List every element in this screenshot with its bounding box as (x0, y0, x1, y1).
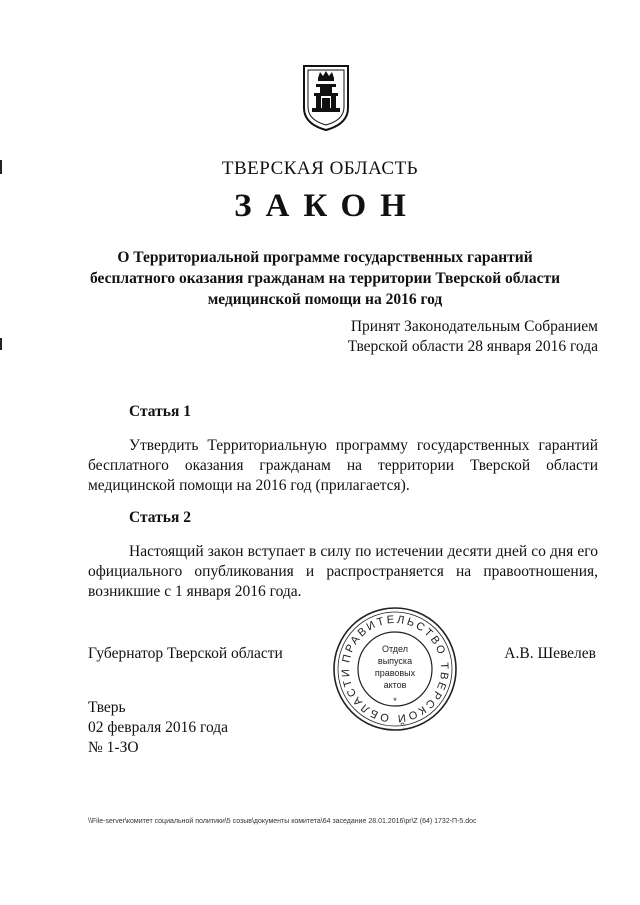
svg-text:выпуска: выпуска (377, 656, 413, 666)
scan-edge-mark (0, 338, 2, 350)
svg-text:*: * (393, 696, 397, 706)
article-1-text: Утвердить Территориальную программу государственных гарантий бесплатного оказания гражданам на территории Тверской области медицинской помощи на 2016 год (прилагается). (88, 437, 598, 494)
official-stamp-seal (331, 605, 459, 733)
signatory-position: Губернатор Тверской области (88, 645, 283, 662)
svg-text:актов: актов (383, 680, 407, 690)
law-title (60, 247, 590, 310)
article-1-heading: Статья 1 (129, 403, 191, 420)
signing-date: 02 февраля 2016 года (88, 719, 229, 736)
adoption-note-line: Тверской области 28 января 2016 года (347, 338, 598, 355)
svg-text:правовых: правовых (374, 668, 416, 678)
signatory-name: А.В. Шевелев (504, 645, 596, 662)
law-title-line: О Территориальной программе государственных гарантий (117, 249, 533, 266)
place-and-date (88, 698, 228, 758)
adoption-note (348, 317, 598, 357)
law-title-line: медицинской помощи на 2016 год (207, 291, 443, 308)
article-2-heading: Статья 2 (129, 509, 191, 526)
svg-text:ПРАВИТЕЛЬСТВО ТВЕРСКОЙ ОБЛАСТИ: ПРАВИТЕЛЬСТВО ТВЕРСКОЙ ОБЛАСТИ (339, 613, 451, 725)
file-path-footer: \\File-server\комитет социальной политики\5 созыв\документы комитета\64 заседание 28.01.2016\pr\Z (64) 1732-П-5.doc (88, 818, 477, 825)
adoption-note-line: Принят Законодательным Собранием (350, 318, 598, 335)
article-2-text: Настоящий закон вступает в силу по истечении десяти дней со дня его официального опубликования и распространяется на правоотношения, возникшие с 1 января 2016 года. (88, 543, 598, 600)
city: Тверь (88, 699, 126, 716)
region-name: ТВЕРСКАЯ ОБЛАСТЬ (221, 158, 419, 179)
law-title-line: бесплатного оказания гражданам на территории Тверской области (89, 270, 560, 287)
coat-of-arms-icon (302, 64, 350, 132)
document-type: ЗАКОН (234, 188, 420, 224)
svg-text:Отдел: Отдел (381, 644, 409, 654)
law-number: № 1-ЗО (88, 739, 139, 756)
